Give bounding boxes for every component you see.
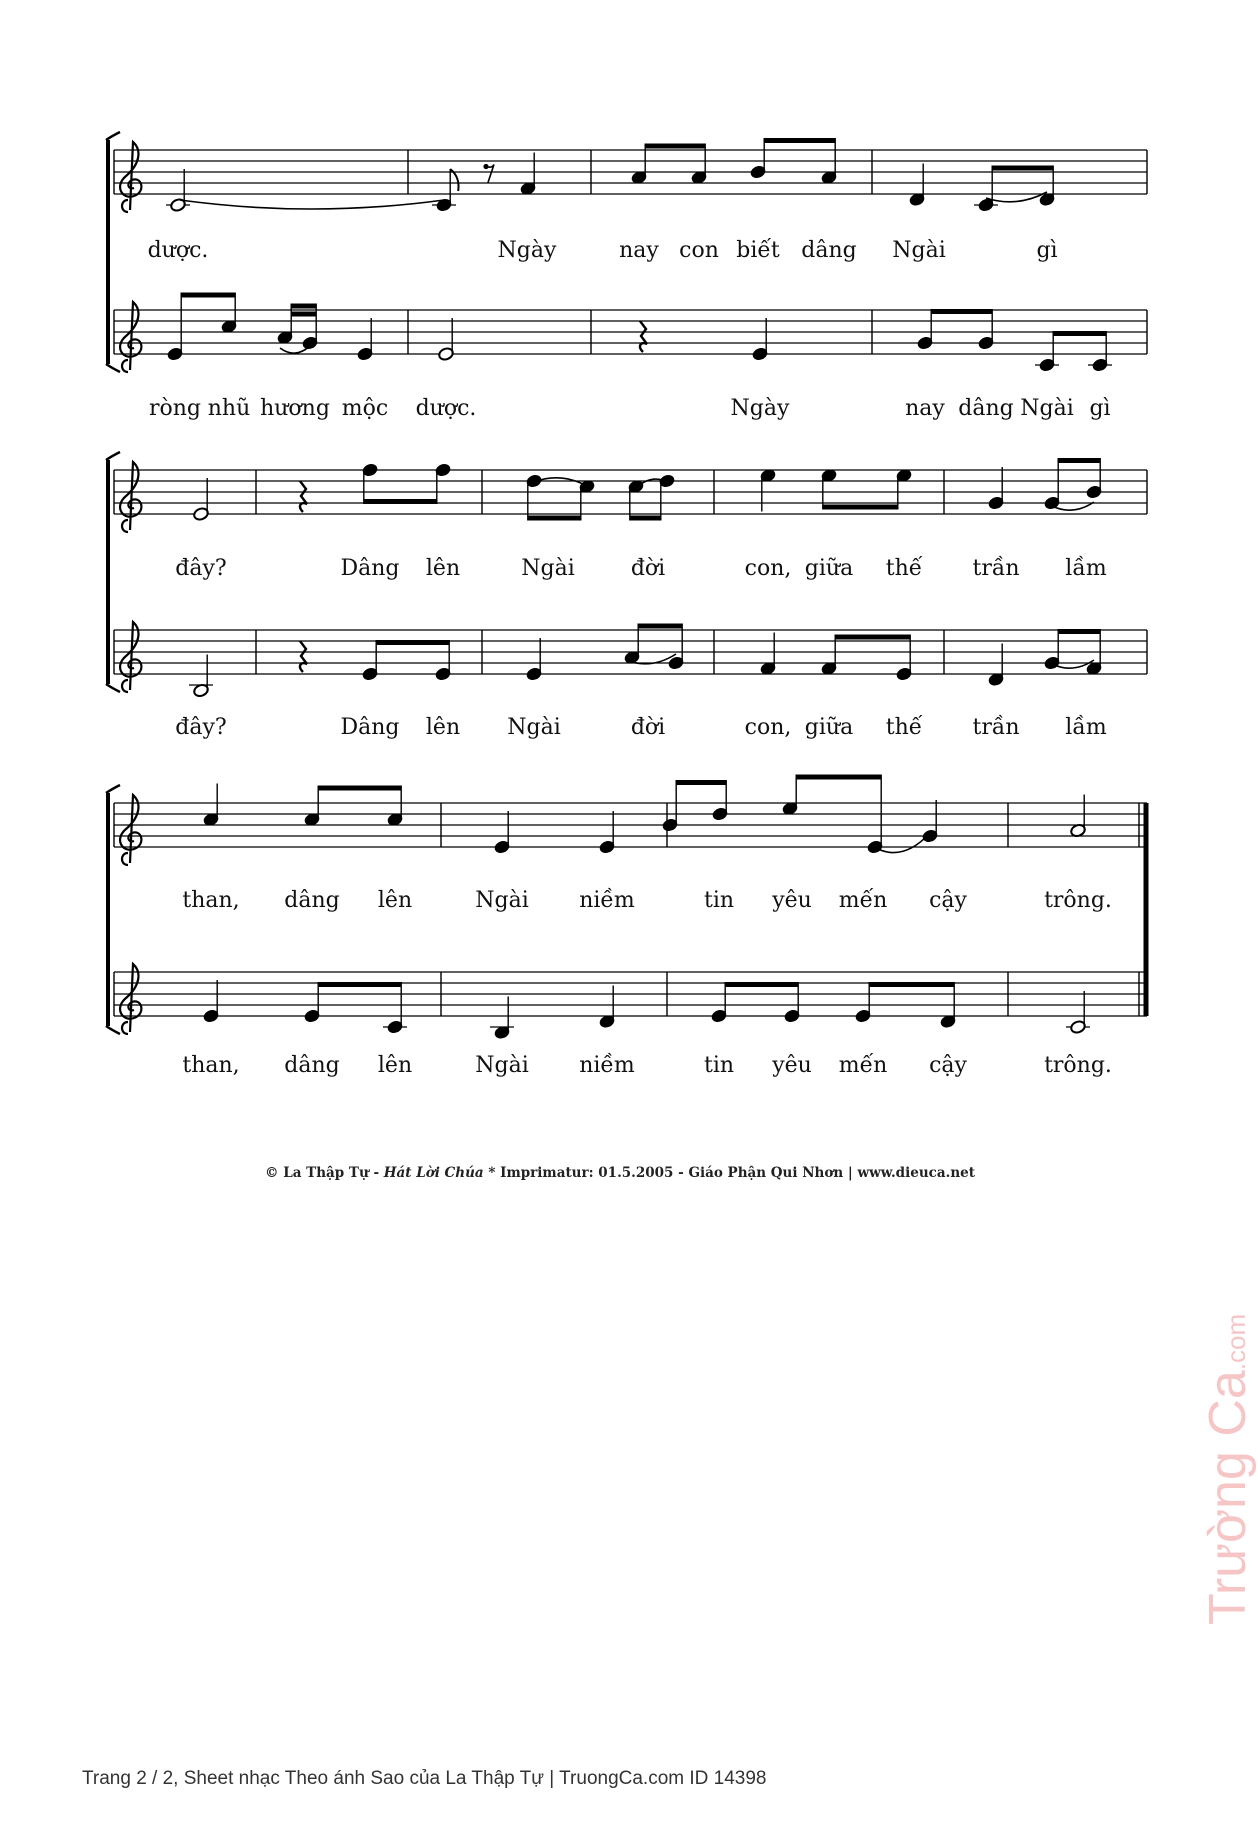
quarter-rest bbox=[300, 481, 307, 512]
lyric: lên bbox=[377, 888, 413, 913]
page-footer: Trang 2 / 2, Sheet nhạc Theo ánh Sao của La Thập Tự | TruongCa.com ID 14398 bbox=[82, 1768, 767, 1789]
lyric: biết bbox=[736, 238, 780, 263]
lyric: dược. bbox=[415, 396, 477, 421]
eighth-rest bbox=[486, 165, 494, 183]
lyric: than, bbox=[182, 888, 240, 913]
lyric: con, bbox=[744, 715, 792, 740]
system-bracket bbox=[106, 132, 120, 140]
lyric: gì bbox=[1089, 396, 1111, 421]
lyric: Dâng bbox=[340, 715, 400, 740]
beam bbox=[823, 505, 898, 510]
beam bbox=[291, 312, 316, 317]
slur bbox=[534, 478, 587, 486]
lyric: mến bbox=[838, 888, 888, 913]
quarter-rest bbox=[640, 321, 647, 352]
lyric: nay bbox=[905, 396, 945, 421]
treble-clef-icon bbox=[120, 142, 141, 212]
lyric: Ngài bbox=[507, 715, 561, 740]
lyric: đây? bbox=[175, 556, 227, 581]
lyric: đây? bbox=[175, 715, 227, 740]
lyric: dâng bbox=[284, 888, 340, 913]
lyric: dâng bbox=[284, 1053, 340, 1078]
lyric: Ngài bbox=[521, 556, 575, 581]
beam bbox=[376, 640, 449, 645]
lyric: con bbox=[679, 238, 719, 263]
lyric: thế bbox=[885, 715, 923, 740]
lyric: Ngày bbox=[497, 238, 557, 263]
copyright-book: Hát Lời Chúa bbox=[383, 1165, 484, 1181]
lyric: lên bbox=[425, 715, 461, 740]
lyric: Dâng bbox=[340, 556, 400, 581]
beam bbox=[931, 309, 992, 314]
lyric: nay bbox=[619, 238, 659, 263]
lyric: yêu bbox=[772, 888, 812, 913]
lyric: hương bbox=[260, 396, 330, 421]
beam bbox=[869, 982, 954, 987]
treble-clef-icon bbox=[120, 622, 141, 692]
lyric: giữa bbox=[804, 715, 854, 740]
lyric: lầm bbox=[1065, 556, 1107, 581]
copyright-line bbox=[0, 1165, 1240, 1181]
system-bracket bbox=[106, 785, 120, 793]
lyric: lên bbox=[377, 1053, 413, 1078]
lyric: niềm bbox=[579, 1053, 635, 1078]
slur bbox=[180, 200, 444, 209]
beam bbox=[181, 293, 235, 298]
beam bbox=[796, 775, 881, 780]
lyric: trần bbox=[972, 556, 1020, 581]
lyric: lên bbox=[425, 556, 461, 581]
lyric: mộc bbox=[341, 396, 389, 421]
lyric: Ngài bbox=[475, 1053, 529, 1078]
lyric: dược. bbox=[147, 238, 209, 263]
copyright-rest: * Imprimatur: 01.5.2005 - Giáo Phận Qui Nhơn | www.dieuca.net bbox=[483, 1165, 975, 1181]
lyric: niềm bbox=[579, 888, 635, 913]
lyric: lầm bbox=[1065, 715, 1107, 740]
beam bbox=[364, 499, 437, 504]
beam bbox=[725, 982, 798, 987]
beam bbox=[992, 166, 1053, 171]
beam bbox=[318, 786, 401, 791]
beam bbox=[318, 982, 401, 987]
system-bracket bbox=[106, 452, 120, 460]
lyric: Ngài bbox=[475, 888, 529, 913]
treble-clef-icon bbox=[120, 964, 141, 1034]
treble-clef-icon bbox=[120, 462, 141, 532]
watermark-main: Trường Ca bbox=[1199, 1370, 1257, 1625]
lyric: mến bbox=[838, 1053, 888, 1078]
lyric: thế bbox=[885, 556, 923, 581]
lyric: dâng bbox=[958, 396, 1014, 421]
lyric: cậy bbox=[929, 1053, 967, 1078]
beam bbox=[1053, 331, 1106, 336]
lyric: gì bbox=[1036, 238, 1058, 263]
lyric: giữa bbox=[804, 556, 854, 581]
lyric: đời bbox=[630, 556, 666, 581]
lyric: nhũ bbox=[207, 396, 251, 421]
beam bbox=[835, 635, 910, 640]
lyric: trông. bbox=[1044, 888, 1112, 913]
copyright-prefix: © La Thập Tự - bbox=[265, 1165, 384, 1181]
watermark bbox=[1198, 1314, 1258, 1625]
beam bbox=[638, 624, 682, 629]
lyric: Ngài bbox=[892, 238, 946, 263]
system-bracket bbox=[106, 1026, 120, 1034]
beam bbox=[1058, 629, 1100, 634]
lyric: than, bbox=[182, 1053, 240, 1078]
beam bbox=[764, 138, 835, 143]
lyric: tin bbox=[703, 888, 735, 913]
beam bbox=[1058, 458, 1100, 463]
quarter-rest bbox=[300, 641, 307, 672]
beam bbox=[645, 144, 705, 149]
treble-clef-icon bbox=[120, 795, 141, 865]
lyric: dâng bbox=[801, 238, 857, 263]
system-bracket bbox=[106, 364, 120, 372]
treble-clef-icon bbox=[120, 302, 141, 372]
lyric: tin bbox=[703, 1053, 735, 1078]
lyric: ròng bbox=[148, 396, 202, 421]
lyric: trần bbox=[972, 715, 1020, 740]
beam bbox=[676, 780, 726, 785]
lyric: yêu bbox=[772, 1053, 812, 1078]
lyric: Ngày bbox=[730, 396, 790, 421]
lyric: cậy bbox=[929, 888, 967, 913]
system-bracket bbox=[106, 684, 120, 692]
beam bbox=[291, 304, 316, 309]
beam bbox=[528, 516, 581, 521]
lyric: trông. bbox=[1044, 1053, 1112, 1078]
watermark-suffix: .com bbox=[1221, 1313, 1251, 1371]
beam bbox=[630, 516, 661, 521]
lyric: đời bbox=[630, 715, 666, 740]
lyric: con, bbox=[744, 556, 792, 581]
lyric: Ngài bbox=[1020, 396, 1074, 421]
